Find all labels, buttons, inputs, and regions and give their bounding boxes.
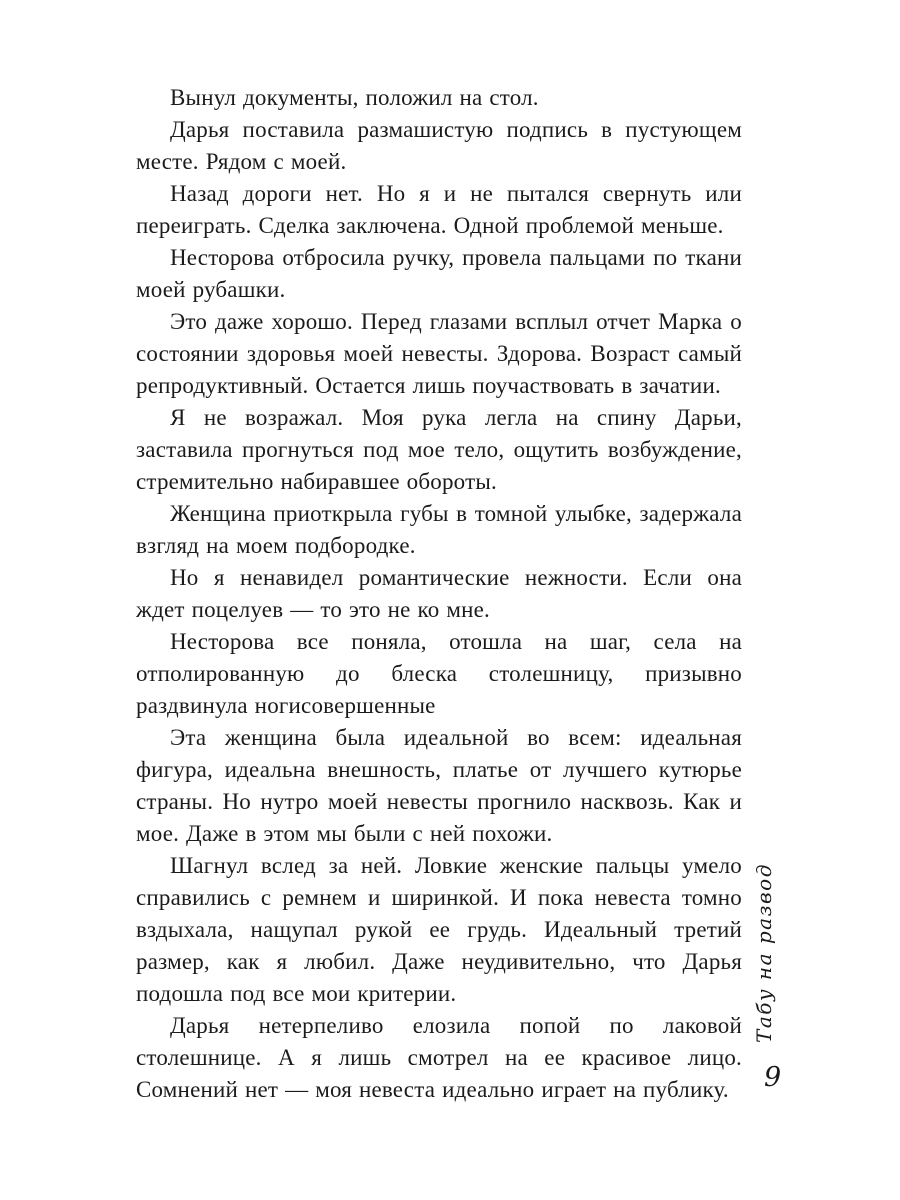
paragraph: Вынул документы, положил на стол. [170, 85, 539, 110]
paragraph: Я не возражал. Моя рука легла на спину Дарьи, заставила прогнуться под мое тело, ощутить возбуждение, стремительно набиравшее обороты. [136, 405, 742, 494]
paragraph: Это даже хорошо. Перед глазами всплыл отчет Марка о состоянии здоровья моей невесты. Здорова. Возраст самый репродуктивный. Остается лишь поучаствовать в зачатии. [136, 309, 742, 398]
paragraph: Дарья поставила размашистую подпись в пустующем месте. Рядом с моей. [136, 117, 742, 174]
paragraph: Женщина приоткрыла губы в томной улыбке, задержала взгляд на моем подбородке. [136, 501, 742, 558]
paragraph: Назад дороги нет. Но я и не пытался свернуть или переиграть. Сделка заключена. Одной проблемой меньше. [136, 181, 742, 238]
paragraph: Эта женщина была идеальной во всем: идеальная фигура, идеальна внешность, платье от лучшего кутюрье страны. Но нутро моей невесты прогнило насквозь. Как и мое. Даже в этом мы были с ней похожи. [136, 725, 742, 846]
page-number: 9 [764, 1062, 782, 1093]
paragraph: Шагнул вслед за ней. Ловкие женские пальцы умело справились с ремнем и ширинкой. И пока невеста томно вздыхала, нащупал рукой ее грудь. Идеальный третий размер, как я любил. Даже неудивительно, что Дарья подошла под все мои критерии. [136, 853, 742, 1006]
paragraph: Дарья нетерпеливо елозила попой по лаковой столешнице. А я лишь смотрел на ее красивое лицо. Сомнений нет — моя невеста идеально играет на публику. [136, 1013, 742, 1102]
page-text [136, 82, 742, 1106]
margin-handwriting-title: Табу на развод [752, 863, 776, 1043]
paragraph: Несторова отбросила ручку, провела пальцами по ткани моей рубашки. [136, 245, 742, 302]
paragraph: Но я ненавидел романтические нежности. Если она ждет поцелуев — то это не ко мне. [136, 565, 742, 622]
paragraph: Несторова все поняла, отошла на шаг, села на отполированную до блеска столешницу, призывно раздвинула ногисовершенные [136, 629, 742, 718]
